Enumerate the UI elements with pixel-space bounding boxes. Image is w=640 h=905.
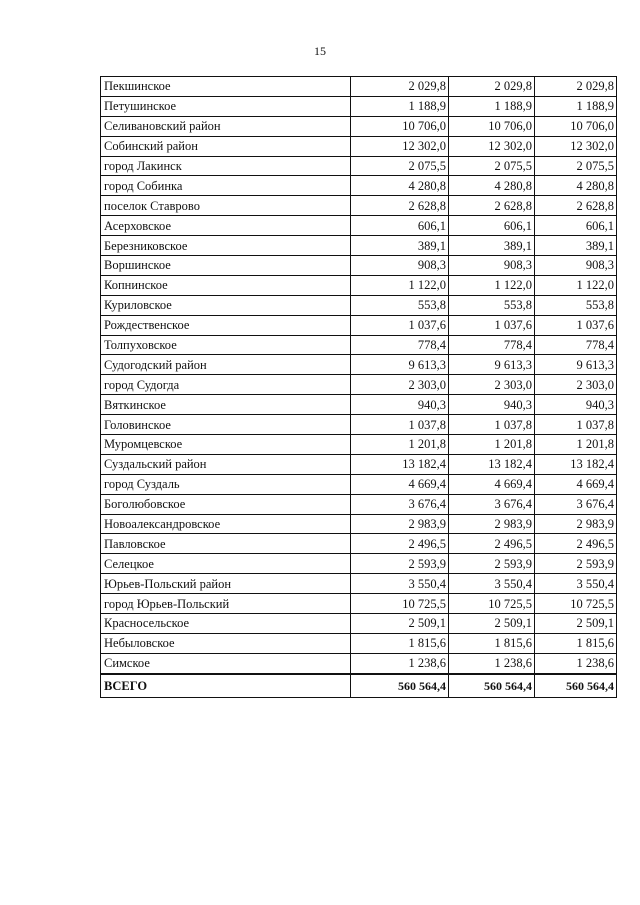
value-cell: 1 037,6 — [351, 315, 449, 335]
value-cell: 10 725,5 — [535, 594, 617, 614]
value-cell: 10 725,5 — [351, 594, 449, 614]
value-cell: 2 628,8 — [535, 196, 617, 216]
value-cell: 10 725,5 — [449, 594, 535, 614]
table-row — [101, 77, 617, 97]
value-cell: 940,3 — [535, 395, 617, 415]
table-row — [101, 315, 617, 335]
table-row — [101, 375, 617, 395]
name-cell: Воршинское — [101, 256, 351, 276]
value-cell: 2 029,8 — [351, 77, 449, 97]
table-row — [101, 574, 617, 594]
table-row — [101, 494, 617, 514]
value-cell: 2 509,1 — [535, 614, 617, 634]
value-cell: 13 182,4 — [449, 454, 535, 474]
value-cell: 3 550,4 — [449, 574, 535, 594]
name-cell: Симское — [101, 653, 351, 673]
table-row — [101, 156, 617, 176]
value-cell: 553,8 — [535, 295, 617, 315]
table-row — [101, 435, 617, 455]
name-cell: Рождественское — [101, 315, 351, 335]
value-cell: 3 550,4 — [351, 574, 449, 594]
name-cell: город Судогда — [101, 375, 351, 395]
total-row — [101, 674, 617, 698]
table-row — [101, 295, 617, 315]
value-cell: 778,4 — [351, 335, 449, 355]
value-cell: 1 201,8 — [535, 435, 617, 455]
value-cell: 1 122,0 — [449, 275, 535, 295]
table-body — [101, 77, 617, 698]
value-cell: 2 983,9 — [351, 514, 449, 534]
value-cell: 3 676,4 — [535, 494, 617, 514]
page-number: 15 — [314, 44, 326, 58]
value-cell: 10 706,0 — [351, 116, 449, 136]
value-cell: 4 669,4 — [449, 474, 535, 494]
table-row — [101, 395, 617, 415]
value-cell: 3 676,4 — [449, 494, 535, 514]
value-cell: 10 706,0 — [449, 116, 535, 136]
table-row — [101, 236, 617, 256]
name-cell: Селивановский район — [101, 116, 351, 136]
value-cell: 2 628,8 — [351, 196, 449, 216]
value-cell: 1 037,6 — [449, 315, 535, 335]
value-cell: 1 037,8 — [449, 415, 535, 435]
name-cell: Копнинское — [101, 275, 351, 295]
value-cell: 2 983,9 — [449, 514, 535, 534]
name-cell: город Собинка — [101, 176, 351, 196]
value-cell: 1 188,9 — [351, 96, 449, 116]
name-cell: Судогодский район — [101, 355, 351, 375]
value-cell: 778,4 — [449, 335, 535, 355]
value-cell: 389,1 — [535, 236, 617, 256]
table-row — [101, 534, 617, 554]
name-cell: Муромцевское — [101, 435, 351, 455]
table-row — [101, 96, 617, 116]
name-cell: Асерховское — [101, 216, 351, 236]
value-cell: 908,3 — [535, 256, 617, 276]
value-cell: 1 037,8 — [535, 415, 617, 435]
value-cell: 1 188,9 — [449, 96, 535, 116]
value-cell: 3 550,4 — [535, 574, 617, 594]
value-cell: 778,4 — [535, 335, 617, 355]
table-row — [101, 176, 617, 196]
value-cell: 13 182,4 — [351, 454, 449, 474]
value-cell: 560 564,4 — [351, 674, 449, 698]
value-cell: 4 280,8 — [351, 176, 449, 196]
value-cell: 560 564,4 — [535, 674, 617, 698]
table-row — [101, 454, 617, 474]
value-cell: 553,8 — [351, 295, 449, 315]
value-cell: 1 122,0 — [535, 275, 617, 295]
value-cell: 940,3 — [351, 395, 449, 415]
table-row — [101, 256, 617, 276]
value-cell: 2 593,9 — [449, 554, 535, 574]
value-cell: 1 815,6 — [351, 633, 449, 653]
name-cell: Петушинское — [101, 96, 351, 116]
table-row — [101, 196, 617, 216]
table-row — [101, 653, 617, 673]
value-cell: 2 075,5 — [449, 156, 535, 176]
name-cell: город Суздаль — [101, 474, 351, 494]
table-row — [101, 594, 617, 614]
name-cell: Суздальский район — [101, 454, 351, 474]
value-cell: 1 201,8 — [449, 435, 535, 455]
value-cell: 1 238,6 — [535, 653, 617, 673]
value-cell: 2 496,5 — [351, 534, 449, 554]
name-cell: Боголюбовское — [101, 494, 351, 514]
value-cell: 389,1 — [449, 236, 535, 256]
name-cell: Юрьев-Польский район — [101, 574, 351, 594]
value-cell: 1 238,6 — [449, 653, 535, 673]
value-cell: 13 182,4 — [535, 454, 617, 474]
value-cell: 606,1 — [449, 216, 535, 236]
value-cell: 2 029,8 — [449, 77, 535, 97]
value-cell: 2 593,9 — [535, 554, 617, 574]
value-cell: 2 509,1 — [449, 614, 535, 634]
value-cell: 2 496,5 — [449, 534, 535, 554]
table-row — [101, 514, 617, 534]
value-cell: 9 613,3 — [449, 355, 535, 375]
name-cell: город Юрьев-Польский — [101, 594, 351, 614]
value-cell: 2 628,8 — [449, 196, 535, 216]
value-cell: 2 983,9 — [535, 514, 617, 534]
table-row — [101, 355, 617, 375]
value-cell: 560 564,4 — [449, 674, 535, 698]
name-cell: Головинское — [101, 415, 351, 435]
name-cell: Вяткинское — [101, 395, 351, 415]
value-cell: 2 496,5 — [535, 534, 617, 554]
table-row — [101, 474, 617, 494]
value-cell: 9 613,3 — [535, 355, 617, 375]
value-cell: 2 029,8 — [535, 77, 617, 97]
value-cell: 2 075,5 — [535, 156, 617, 176]
table-row — [101, 275, 617, 295]
table-row — [101, 633, 617, 653]
value-cell: 12 302,0 — [351, 136, 449, 156]
name-cell: город Лакинск — [101, 156, 351, 176]
value-cell: 553,8 — [449, 295, 535, 315]
value-cell: 2 075,5 — [351, 156, 449, 176]
name-cell: Пекшинское — [101, 77, 351, 97]
name-cell: Березниковское — [101, 236, 351, 256]
name-cell: Павловское — [101, 534, 351, 554]
value-cell: 4 669,4 — [351, 474, 449, 494]
table-row — [101, 216, 617, 236]
value-cell: 4 280,8 — [449, 176, 535, 196]
name-cell: Новоалександровское — [101, 514, 351, 534]
table-row — [101, 554, 617, 574]
table-row — [101, 116, 617, 136]
value-cell: 10 706,0 — [535, 116, 617, 136]
name-cell: Красносельское — [101, 614, 351, 634]
value-cell: 606,1 — [351, 216, 449, 236]
value-cell: 9 613,3 — [351, 355, 449, 375]
value-cell: 1 238,6 — [351, 653, 449, 673]
name-cell: Небыловское — [101, 633, 351, 653]
name-cell: Куриловское — [101, 295, 351, 315]
value-cell: 606,1 — [535, 216, 617, 236]
value-cell: 3 676,4 — [351, 494, 449, 514]
value-cell: 940,3 — [449, 395, 535, 415]
table-row — [101, 614, 617, 634]
value-cell: 12 302,0 — [535, 136, 617, 156]
value-cell: 2 303,0 — [351, 375, 449, 395]
value-cell: 1 037,6 — [535, 315, 617, 335]
value-cell: 2 303,0 — [535, 375, 617, 395]
table-row — [101, 335, 617, 355]
name-cell: поселок Ставрово — [101, 196, 351, 216]
table-row — [101, 415, 617, 435]
value-cell: 12 302,0 — [449, 136, 535, 156]
value-cell: 1 037,8 — [351, 415, 449, 435]
value-cell: 2 509,1 — [351, 614, 449, 634]
name-cell: Собинский район — [101, 136, 351, 156]
value-cell: 1 122,0 — [351, 275, 449, 295]
name-cell: Селецкое — [101, 554, 351, 574]
value-cell: 908,3 — [449, 256, 535, 276]
value-cell: 389,1 — [351, 236, 449, 256]
table-row — [101, 136, 617, 156]
budget-table — [100, 76, 617, 698]
name-cell: Толпуховское — [101, 335, 351, 355]
value-cell: 1 815,6 — [535, 633, 617, 653]
value-cell: 2 593,9 — [351, 554, 449, 574]
value-cell: 1 188,9 — [535, 96, 617, 116]
name-cell: ВСЕГО — [101, 674, 351, 698]
value-cell: 1 201,8 — [351, 435, 449, 455]
value-cell: 4 669,4 — [535, 474, 617, 494]
value-cell: 4 280,8 — [535, 176, 617, 196]
value-cell: 1 815,6 — [449, 633, 535, 653]
value-cell: 908,3 — [351, 256, 449, 276]
value-cell: 2 303,0 — [449, 375, 535, 395]
